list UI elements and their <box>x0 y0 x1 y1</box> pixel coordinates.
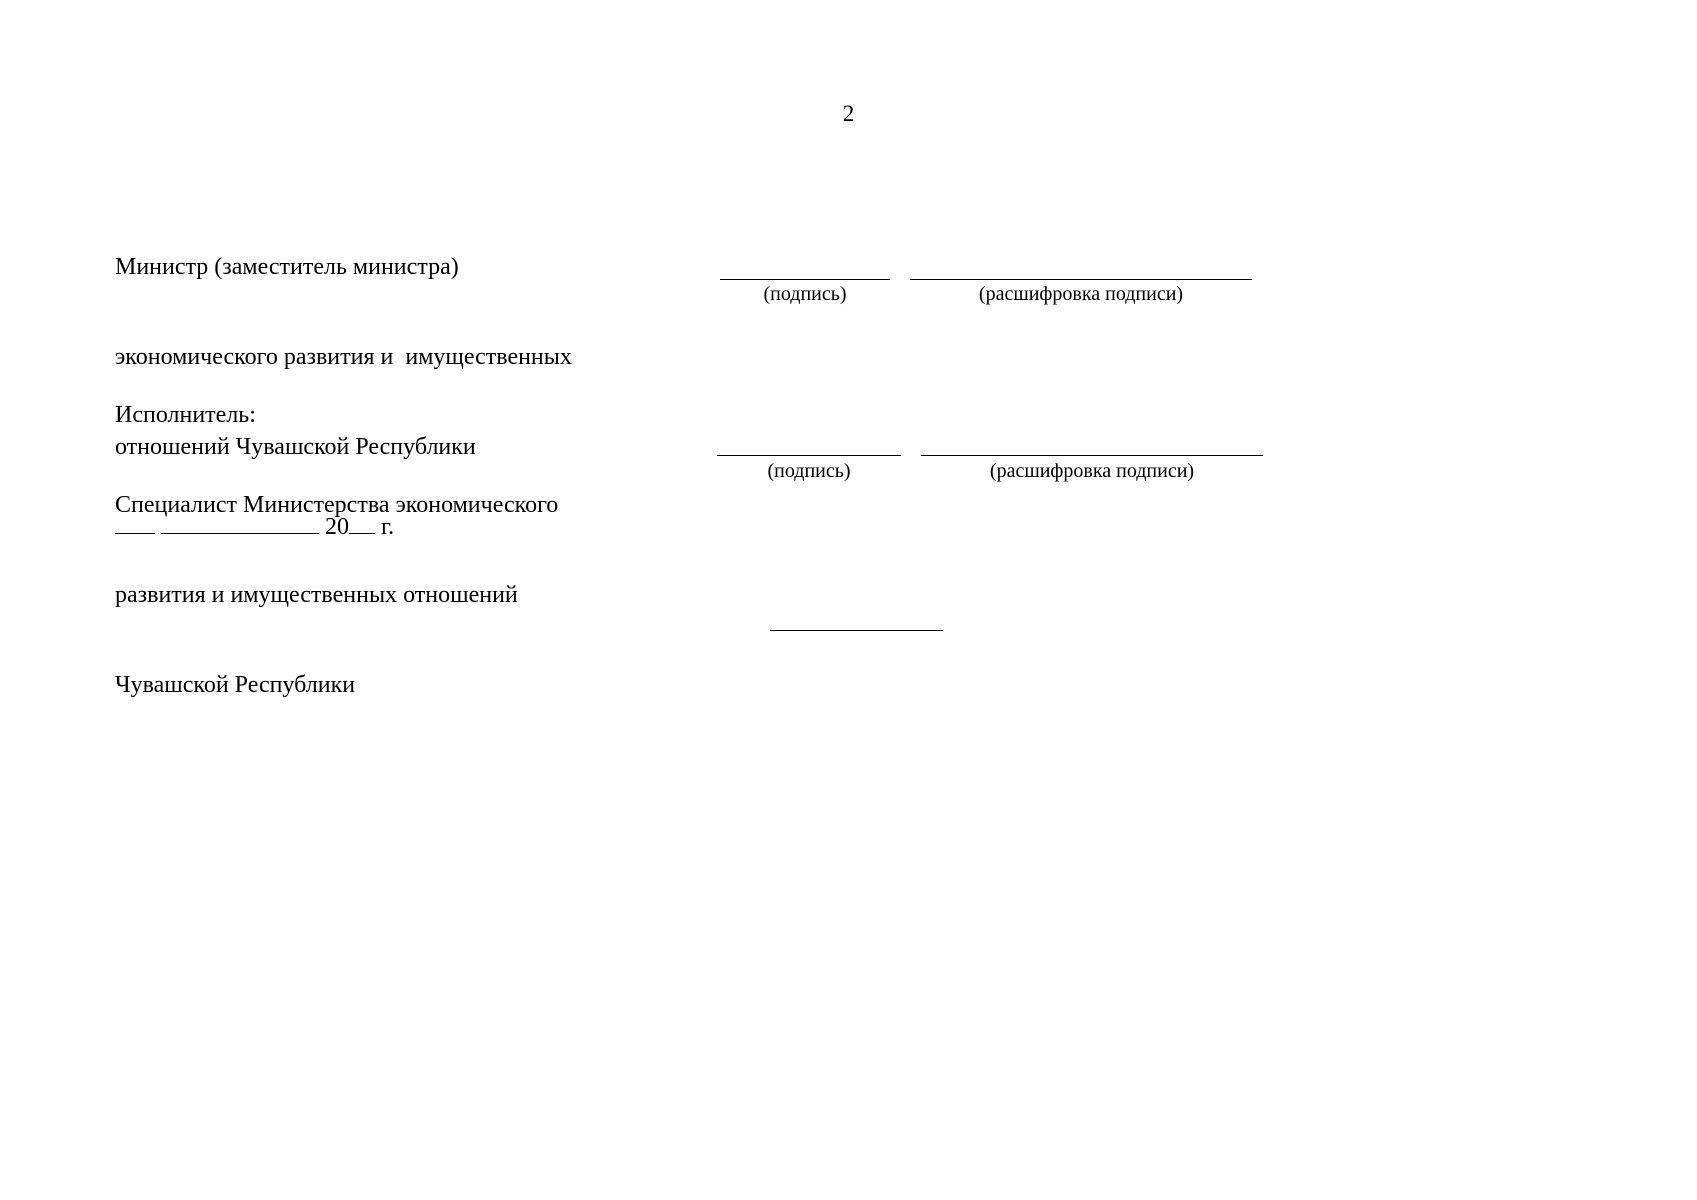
month-blank <box>161 511 319 534</box>
end-separator-line <box>770 630 943 631</box>
year-prefix: 20 <box>325 514 349 540</box>
executor-title-line: Чувашской Республики <box>115 672 356 698</box>
executor-title-line: развития и имущественных отношений <box>115 582 518 608</box>
date-line <box>115 511 394 542</box>
year-suffix: г. <box>381 514 395 540</box>
page-number: 2 <box>842 101 855 126</box>
executor-title-line: Специалист Министерства экономического <box>115 492 559 518</box>
executor-signature-line <box>717 455 901 456</box>
day-blank <box>115 511 155 534</box>
minister-signature-caption: (подпись) <box>763 283 847 305</box>
minister-title-line: отношений Чувашской Республики <box>115 434 476 460</box>
executor-decryption-line <box>921 455 1263 456</box>
minister-signature-line <box>720 279 890 280</box>
minister-decryption-caption: (расшифровка подписи) <box>978 283 1184 305</box>
minister-title-line: экономического развития и имущественных <box>115 344 572 370</box>
minister-title-line: Министр (заместитель министра) <box>115 254 459 280</box>
executor-title-line: Исполнитель: <box>115 402 256 428</box>
executor-decryption-caption: (расшифровка подписи) <box>989 460 1195 482</box>
executor-signature-caption: (подпись) <box>767 460 851 482</box>
minister-decryption-line <box>910 279 1252 280</box>
year-blank <box>349 511 375 534</box>
